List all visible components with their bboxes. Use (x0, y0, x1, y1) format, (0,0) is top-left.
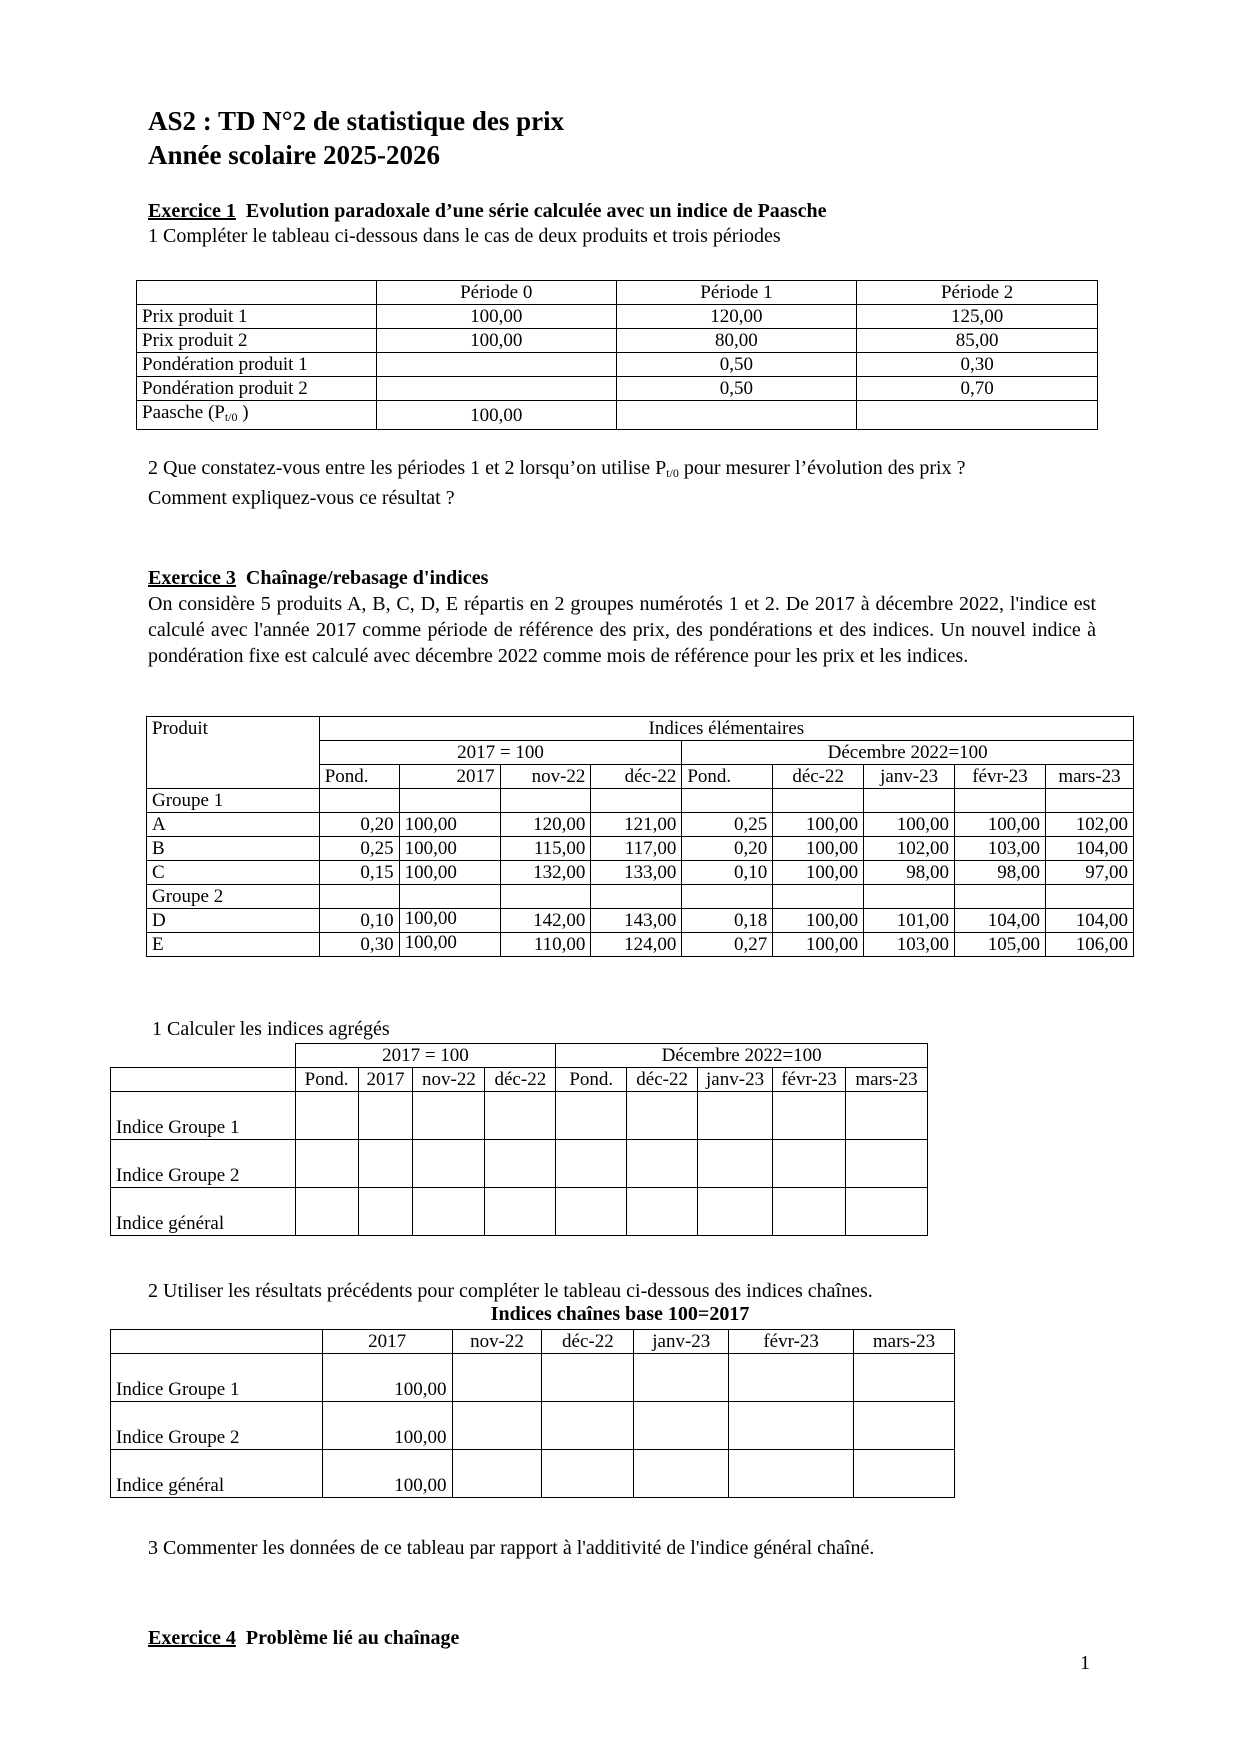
empty-cell (358, 1092, 413, 1140)
empty-cell (358, 1140, 413, 1188)
table-cell (955, 789, 1046, 813)
row-label: D (147, 909, 320, 933)
q2-text-part-2: pour mesurer l’évolution des prix ? (678, 457, 966, 479)
table-cell (1045, 789, 1133, 813)
empty-cell (542, 1402, 634, 1450)
exercise-1-title: Evolution paradoxale d’une série calculée avec un indice de Paasche (245, 200, 827, 222)
table-cell (864, 789, 955, 813)
row-label: A (147, 813, 320, 837)
table-row (147, 837, 1134, 861)
empty-cell (542, 1450, 634, 1498)
table-cell: 100,00 (376, 329, 616, 353)
table-cell: 100,00 (955, 813, 1046, 837)
table-row (137, 329, 1098, 353)
table-cell: 132,00 (500, 861, 591, 885)
table-row (147, 789, 1134, 813)
base-dec2022-header: Décembre 2022=100 (556, 1044, 928, 1068)
empty-cell (485, 1188, 556, 1236)
q2-subscript: t/0 (666, 466, 679, 480)
table-cell: 0,18 (682, 909, 773, 933)
empty-cell (729, 1450, 854, 1498)
exercise-1-label: Exercice 1 (148, 200, 236, 222)
table-cell: 0,27 (682, 933, 773, 957)
empty-cell (634, 1450, 729, 1498)
column-header: Pond. (682, 765, 773, 789)
table-cell (319, 885, 399, 909)
table-cell: 100,00 (376, 401, 616, 430)
row-label-subscript: t/0 (224, 410, 238, 424)
empty-cell (295, 1140, 358, 1188)
empty-cell (295, 1092, 358, 1140)
table-cell: 0,20 (682, 837, 773, 861)
exercise-3-title: Chaînage/rebasage d'indices (245, 567, 489, 589)
empty-cell (729, 1354, 854, 1402)
table-cell: 142,00 (500, 909, 591, 933)
table-cell (857, 401, 1098, 430)
column-header: févr-23 (773, 1068, 846, 1092)
table-cell: 121,00 (591, 813, 682, 837)
empty-cell (845, 1188, 927, 1236)
row-label: Indice général (111, 1450, 323, 1498)
column-header: mars-23 (845, 1068, 927, 1092)
exercise-4-label: Exercice 4 (148, 1627, 236, 1649)
table-cell: 133,00 (591, 861, 682, 885)
empty-cell (773, 1092, 846, 1140)
table-cell (864, 885, 955, 909)
exercise-3-question-3: 3 Commenter les données de ce tableau par rapport à l'additivité de l'indice général chaîné. (148, 1537, 875, 1559)
table-cell (376, 353, 616, 377)
table-cell (591, 885, 682, 909)
table-cell: 125,00 (857, 305, 1098, 329)
empty-cell (854, 1354, 955, 1402)
exercise-3-question-2: 2 Utiliser les résultats précédents pour compléter le tableau ci-dessous des indices chaînes. (148, 1280, 873, 1302)
column-header: 2017 (358, 1068, 413, 1092)
exercise-3-intro: On considère 5 produits A, B, C, D, E répartis en 2 groupes numérotés 1 et 2. De 2017 à décembre 2022, l'indice est calculé avec l'année 2017 comme période de référence des prix, des pondérations et des indices. Un nouvel indice à pondération fixe est calculé avec décembre 2022 comme mois de référence pour les prix et les indices. (148, 593, 1096, 667)
empty-cell (556, 1188, 627, 1236)
table-row (147, 909, 1134, 933)
empty-cell (556, 1140, 627, 1188)
chain-header-row (111, 1330, 955, 1354)
empty-cell (452, 1354, 542, 1402)
empty-cell (729, 1402, 854, 1450)
table-row (111, 1354, 955, 1402)
table-row (147, 885, 1134, 909)
table-cell: 104,00 (955, 909, 1046, 933)
document-title (148, 104, 564, 172)
empty-cell (542, 1354, 634, 1402)
table-cell (1045, 885, 1133, 909)
header-cell: Période 0 (376, 281, 616, 305)
empty-cell (845, 1092, 927, 1140)
empty-cell (413, 1140, 485, 1188)
empty-cell (627, 1092, 698, 1140)
table-cell (399, 885, 500, 909)
empty-cell (358, 1188, 413, 1236)
table-cell: 100,00 (322, 1402, 452, 1450)
base-dec2022-header: Décembre 2022=100 (682, 741, 1134, 765)
table-cell: 100,00 (773, 909, 864, 933)
row-label: Indice général (111, 1188, 296, 1236)
column-header: 2017 (322, 1330, 452, 1354)
table-cell: 0,70 (857, 377, 1098, 401)
column-header: Pond. (556, 1068, 627, 1092)
table-cell (773, 885, 864, 909)
table-cell: 102,00 (1045, 813, 1133, 837)
exercise-1-question-1: 1 Compléter le tableau ci-dessous dans le cas de deux produits et trois périodes (148, 225, 781, 247)
header-row-1 (147, 717, 1134, 741)
column-header: janv-23 (634, 1330, 729, 1354)
column-header: mars-23 (854, 1330, 955, 1354)
table-row (147, 933, 1134, 957)
column-header: déc-22 (773, 765, 864, 789)
table-cell: 0,30 (319, 933, 399, 957)
column-header: déc-22 (591, 765, 682, 789)
header-cell: Période 1 (616, 281, 857, 305)
table-cell: 0,50 (616, 353, 857, 377)
empty-cell (845, 1140, 927, 1188)
empty-cell (634, 1354, 729, 1402)
q2-text-part-1: 2 Que constatez-vous entre les périodes 1 et 2 lorsqu’on utilise P (148, 457, 667, 479)
empty-cell (698, 1140, 773, 1188)
page-number: 1 (1080, 1652, 1090, 1674)
row-label: Indice Groupe 1 (111, 1092, 296, 1140)
base-2017-header: 2017 = 100 (319, 741, 682, 765)
empty-cell (627, 1140, 698, 1188)
column-header: déc-22 (485, 1068, 556, 1092)
table-cell (500, 789, 591, 813)
table-cell (682, 789, 773, 813)
empty-cell (295, 1188, 358, 1236)
column-header: mars-23 (1045, 765, 1133, 789)
exercise-3-question-1: 1 Calculer les indices agrégés (152, 1018, 390, 1040)
agg-header-row-2 (111, 1068, 928, 1092)
table-cell: 103,00 (864, 933, 955, 957)
row-label (137, 401, 377, 430)
table-cell: 98,00 (955, 861, 1046, 885)
table-cell: 0,15 (319, 861, 399, 885)
table-cell: 100,00 (322, 1450, 452, 1498)
table-cell (500, 885, 591, 909)
empty-cell (854, 1450, 955, 1498)
column-header: févr-23 (729, 1330, 854, 1354)
row-label: Prix produit 2 (137, 329, 377, 353)
table-cell: 100,00 (773, 837, 864, 861)
header-cell: Période 2 (857, 281, 1098, 305)
row-label: Pondération produit 1 (137, 353, 377, 377)
empty-cell (854, 1402, 955, 1450)
exercise-4-heading (148, 1626, 459, 1650)
table-cell: 100,00 (399, 861, 500, 885)
table-cell: 100,00 (399, 933, 500, 957)
table-cell: 100,00 (376, 305, 616, 329)
table-cell: 100,00 (773, 861, 864, 885)
base-2017-header: 2017 = 100 (295, 1044, 556, 1068)
column-header: janv-23 (864, 765, 955, 789)
table-cell (399, 789, 500, 813)
empty-corner (111, 1044, 296, 1068)
table-cell (591, 789, 682, 813)
title-line-1: AS2 : TD N°2 de statistique des prix (148, 106, 565, 136)
table-cell: 80,00 (616, 329, 857, 353)
table-cell (376, 377, 616, 401)
table-cell: 100,00 (773, 933, 864, 957)
table-cell: 100,00 (399, 909, 500, 933)
empty-cell (634, 1402, 729, 1450)
empty-header-cell (111, 1068, 296, 1092)
q2-text-line-2: Comment expliquez-vous ce résultat ? (148, 487, 455, 509)
title-line-2: Année scolaire 2025-2026 (148, 140, 440, 170)
column-header: Pond. (295, 1068, 358, 1092)
table-cell: 105,00 (955, 933, 1046, 957)
exercise-4-title: Problème lié au chaînage (245, 1627, 460, 1649)
empty-cell (773, 1140, 846, 1188)
row-label: Indice Groupe 2 (111, 1140, 296, 1188)
table-cell (773, 789, 864, 813)
row-label: Indice Groupe 2 (111, 1402, 323, 1450)
table-row (137, 353, 1098, 377)
table-cell: 106,00 (1045, 933, 1133, 957)
column-header: nov-22 (500, 765, 591, 789)
column-header: Pond. (319, 765, 399, 789)
empty-cell (413, 1092, 485, 1140)
empty-cell (485, 1092, 556, 1140)
table-cell: 115,00 (500, 837, 591, 861)
aggregated-indices-table (110, 1043, 928, 1236)
table-cell: 0,25 (682, 813, 773, 837)
table-row (111, 1092, 928, 1140)
table-cell: 0,50 (616, 377, 857, 401)
header-cell (137, 281, 377, 305)
empty-cell (698, 1092, 773, 1140)
table-cell: 0,25 (319, 837, 399, 861)
table-cell: 0,30 (857, 353, 1098, 377)
table-cell: 100,00 (399, 837, 500, 861)
table-cell: 100,00 (773, 813, 864, 837)
table-cell: 102,00 (864, 837, 955, 861)
table-cell: 103,00 (955, 837, 1046, 861)
table-cell: 120,00 (616, 305, 857, 329)
table-row (137, 305, 1098, 329)
table-cell: 100,00 (322, 1354, 452, 1402)
elementary-indices-table (146, 716, 1134, 957)
table-row (147, 813, 1134, 837)
column-header: déc-22 (542, 1330, 634, 1354)
table-cell: 100,00 (399, 813, 500, 837)
table-cell: 143,00 (591, 909, 682, 933)
table-cell (616, 401, 857, 430)
table-cell: 124,00 (591, 933, 682, 957)
exercise-1-question-2 (148, 456, 965, 511)
column-header: nov-22 (452, 1330, 542, 1354)
empty-cell (485, 1140, 556, 1188)
empty-cell (627, 1188, 698, 1236)
agg-header-row-1 (111, 1044, 928, 1068)
exercise-1-heading (148, 199, 826, 223)
empty-cell (556, 1092, 627, 1140)
row-label: B (147, 837, 320, 861)
empty-header-cell (111, 1330, 323, 1354)
table-cell (955, 885, 1046, 909)
table-cell: 104,00 (1045, 837, 1133, 861)
produit-header: Produit (147, 717, 320, 789)
table-row (111, 1450, 955, 1498)
table-cell: 104,00 (1045, 909, 1133, 933)
exercise-3-heading (148, 566, 488, 590)
table-row (147, 861, 1134, 885)
row-label: Groupe 1 (147, 789, 320, 813)
row-label: Prix produit 1 (137, 305, 377, 329)
paasche-table-header-row (137, 281, 1098, 305)
table-cell: 120,00 (500, 813, 591, 837)
table-cell: 85,00 (857, 329, 1098, 353)
empty-cell (773, 1188, 846, 1236)
main-header: Indices élémentaires (319, 717, 1133, 741)
table-row (111, 1188, 928, 1236)
table-cell: 117,00 (591, 837, 682, 861)
row-label: E (147, 933, 320, 957)
row-label: Pondération produit 2 (137, 377, 377, 401)
table-cell (319, 789, 399, 813)
row-label-text: Paasche (P (142, 402, 225, 423)
row-label: Groupe 2 (147, 885, 320, 909)
table-row (137, 401, 1098, 430)
chain-table-title: Indices chaînes base 100=2017 (490, 1303, 750, 1325)
empty-cell (413, 1188, 485, 1236)
table-cell: 0,10 (319, 909, 399, 933)
table-cell: 98,00 (864, 861, 955, 885)
table-row (111, 1402, 955, 1450)
table-row (137, 377, 1098, 401)
empty-cell (698, 1188, 773, 1236)
row-label: C (147, 861, 320, 885)
column-header: nov-22 (413, 1068, 485, 1092)
exercise-3-label: Exercice 3 (148, 567, 236, 589)
chain-indices-table (110, 1329, 955, 1498)
column-header: févr-23 (955, 765, 1046, 789)
table-cell: 100,00 (864, 813, 955, 837)
table-cell: 0,20 (319, 813, 399, 837)
table-cell: 110,00 (500, 933, 591, 957)
table-cell: 97,00 (1045, 861, 1133, 885)
empty-cell (452, 1450, 542, 1498)
row-label-end: ) (237, 402, 249, 423)
empty-cell (452, 1402, 542, 1450)
table-cell: 0,10 (682, 861, 773, 885)
paasche-table (136, 280, 1098, 430)
column-header: déc-22 (627, 1068, 698, 1092)
column-header: 2017 (399, 765, 500, 789)
table-cell: 101,00 (864, 909, 955, 933)
table-row (111, 1140, 928, 1188)
table-cell (682, 885, 773, 909)
column-header: janv-23 (698, 1068, 773, 1092)
row-label: Indice Groupe 1 (111, 1354, 323, 1402)
